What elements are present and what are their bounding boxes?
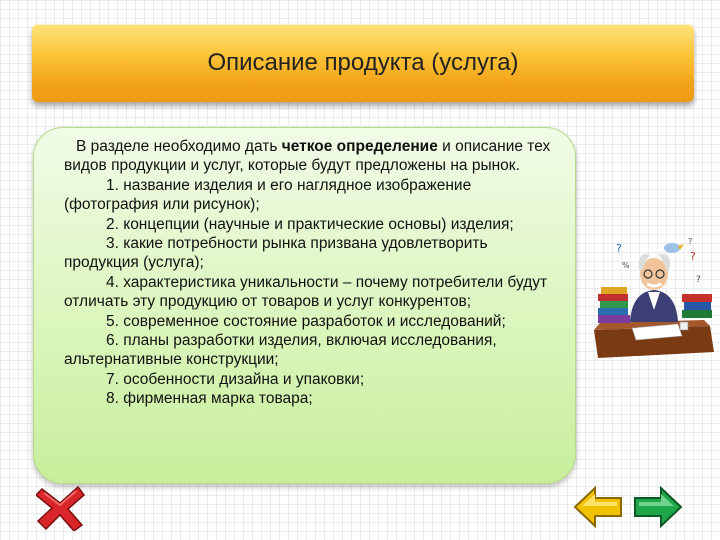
forward-button[interactable]: [633, 486, 683, 528]
svg-text:?: ?: [616, 242, 622, 255]
intro-text-start: В разделе необходимо дать: [76, 138, 282, 155]
back-button[interactable]: [573, 486, 623, 528]
svg-text:?: ?: [696, 275, 701, 285]
close-x-icon: [36, 487, 84, 531]
list-item: 6. планы разработки изделия, включая исследования, альтернативные конструкции;: [64, 332, 497, 369]
slide-title: Описание продукта (услуга): [207, 49, 519, 76]
list-item: 3. какие потребности рынка призвана удовлетворить продукция (услуга);: [64, 235, 488, 272]
professor-at-desk-illustration: [592, 230, 716, 362]
intro-text-end: и описание тех видов продукции и услуг, которые будут предложены на рынок.: [64, 138, 551, 175]
content-panel: [33, 127, 576, 484]
list-item: 8. фирменная марка товара;: [106, 390, 313, 408]
arrow-left-icon: [575, 488, 621, 526]
svg-text:?: ?: [690, 250, 696, 263]
list-item: 7. особенности дизайна и упаковки;: [106, 370, 365, 388]
title-bar: [32, 24, 694, 102]
intro-emphasis: четкое определение: [281, 138, 438, 155]
list-item: 2. концепции (научные и практические основы) изделия;: [106, 215, 514, 233]
list-item: 1. название изделия и его наглядное изображение (фотография или рисунок);: [64, 176, 472, 214]
svg-text:?: ?: [688, 237, 693, 246]
list-item: 5. современное состояние разработок и исследований;: [106, 312, 506, 330]
close-button[interactable]: [36, 485, 86, 531]
svg-text:%: %: [622, 261, 630, 270]
intro-paragraph: [64, 137, 565, 176]
list-item: 4. характеристика уникальности – почему потребители будут отличать эту продукцию от товаров и услуг конкурентов;: [64, 273, 548, 311]
arrow-right-icon: [635, 488, 681, 526]
